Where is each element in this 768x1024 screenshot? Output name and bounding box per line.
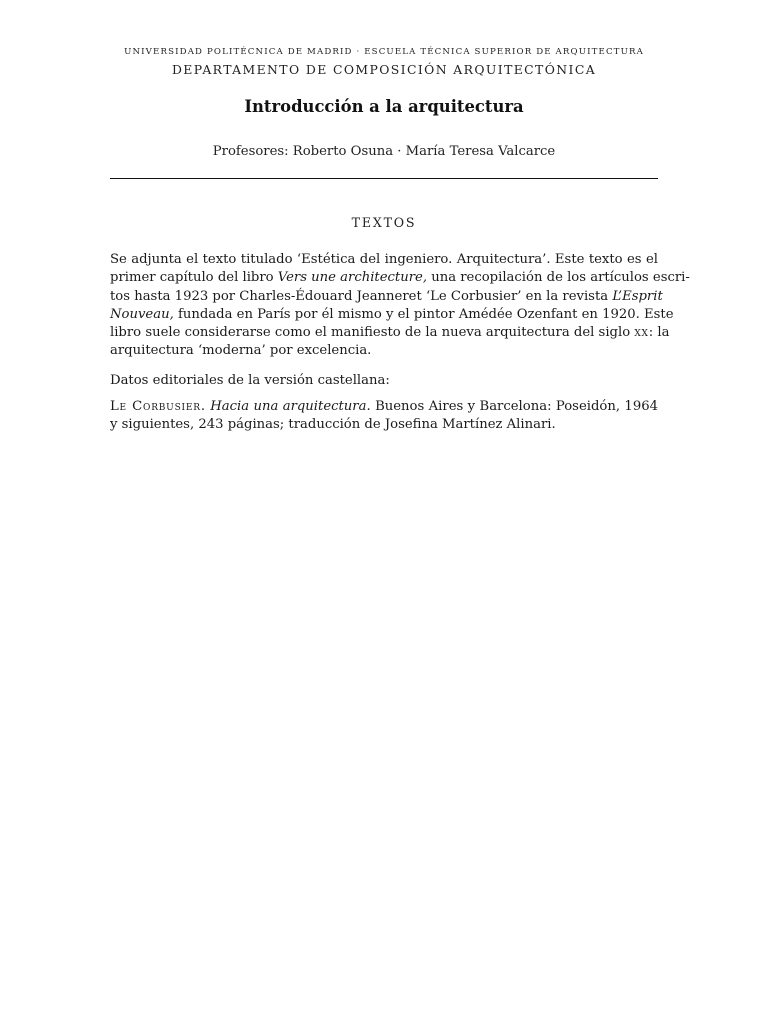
reference-details: y siguientes, 243 páginas; traducción de Josefina Martínez Alinari. [110,417,556,433]
text-run: libro suele considerarse como el manifiesto de la nueva arquitectura del siglo [110,325,635,341]
text-run: Se adjunta el texto titulado ‘Estética del ingeniero. Arquitectura’. Este texto es el [110,252,658,267]
reference-details: Buenos Aires y Barcelona: Poseidón, 1964 [370,399,658,414]
department-name: DEPARTAMENTO DE COMPOSICIÓN ARQUITECTÓNICA [171,62,597,77]
paragraph-line [110,306,674,324]
text-run: tos hasta 1923 por Charles-Édouard Jeanneret ‘Le Corbusier’ en la revista [110,288,613,304]
text-run: primer capítulo del libro [110,270,278,286]
text-run: arquitectura ‘moderna’ por excelencia. [110,343,372,359]
professors-line: Profesores: Roberto Osuna · María Teresa Valcarce [212,144,556,159]
header-divider [110,178,658,179]
course-title: Introducción a la arquitectura [244,97,524,116]
text-run: una recopilación de los artículos escri- [427,270,690,286]
editorial-label: Datos editoriales de la versión castellana: [110,373,390,388]
reference-title: Hacia una arquitectura. [210,399,371,414]
magazine-title-part1: L’Esprit [612,288,663,304]
reference-line [110,416,658,434]
paragraph-line [110,269,690,287]
century-numeral: xx [634,325,649,341]
paragraph-line [110,342,658,360]
paragraph-line [110,251,658,269]
book-title-original: Vers une architecture, [277,270,428,286]
reference-author: Le Corbusier. [110,399,206,414]
paragraph-line [110,288,663,306]
text-run: : la [648,325,670,341]
section-title: TEXTOS [351,215,417,230]
paragraph-line [110,324,670,342]
institution-name: UNIVERSIDAD POLITÉCNICA DE MADRID · ESCUELA TÉCNICA SUPERIOR DE ARQUITECTURA [124,47,644,57]
bibliographic-reference [110,398,658,435]
intro-paragraph [110,251,690,361]
text-run: fundada en París por él mismo y el pintor Amédée Ozenfant en 1920. Este [173,306,674,322]
magazine-title-part2: Nouveau, [110,306,174,322]
reference-line [110,398,658,416]
